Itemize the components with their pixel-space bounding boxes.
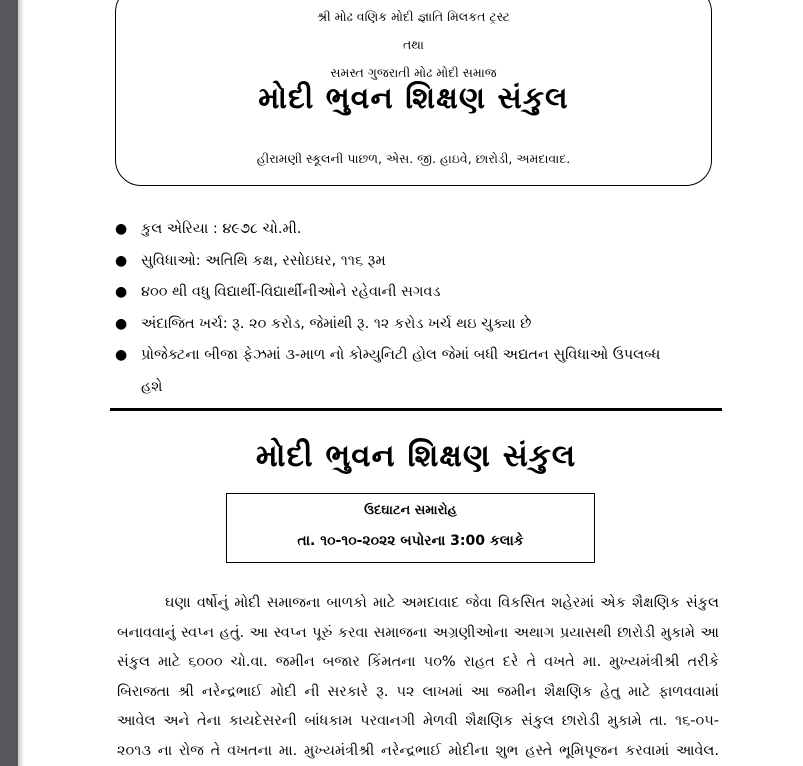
list-item-text: પ્રોજેક્ટના બીજા ફેઝમાં ૩-માળ નો કોમ્યુનિટી હોલ જેમાં બધી અદ્યતન સુવિધાઓ ઉપલબ્ધ <box>141 347 661 363</box>
bullet-icon: ● <box>115 221 128 237</box>
page-shadow <box>18 0 24 766</box>
list-item <box>113 277 723 309</box>
event-datetime: તા. ૧૦-૧૦-૨૦૨૨ બપોરના 3:00 કલાકે <box>297 533 524 549</box>
paragraph-line: સંકુલ માટે ૬૦૦૦ ચો.વા. જમીન બજાર કિંમતના ૫૦% રાહત દરે તે વખતે મા. મુખ્યમંત્રીશ્રી તરીકે <box>117 654 719 670</box>
feature-list <box>113 214 723 403</box>
paragraph-line: બિરાજતા શ્રી નરેન્દ્રભાઈ મોદી ની સરકારે રૂ. ૫૨ લાખમાં આ જમીન શૈક્ષણિક હેતુ માટે ફાળવવામાં <box>117 683 719 700</box>
list-item-text: સુવિધાઓ: અતિથિ કક્ષ, રસોઇઘર, ૧૧૬ રૂમ <box>141 252 386 269</box>
header-title: મોદી ભુવન શિક્ષણ સંકુલ <box>258 81 569 116</box>
list-item-text: હશે <box>141 378 163 395</box>
list-item <box>113 340 723 372</box>
section-divider <box>110 408 722 411</box>
body-paragraph <box>117 589 719 766</box>
conjunction-text: તથા <box>403 37 424 52</box>
paragraph-line: બનાવવાનું સ્વપ્ન હતું. આ સ્વપ્ન પૂરું કરવા સમાજના અગ્રણીઓના અથાગ પ્રયાસથી છારોડી મુકામે આ <box>117 624 719 641</box>
header-box <box>115 0 712 186</box>
paragraph-line: ઘણા વર્ષોનું મોદી સમાજના બાળકો માટે અમદાવાદ જેવા વિકસિત શહેરમાં એક શૈક્ષણિક સંકુલ <box>165 595 719 611</box>
address-line: હીરામણી સ્કૂલની પાછળ, એસ. જી. હાઇવે, છારોડી, અમદાવાદ. <box>256 151 571 166</box>
list-item-text: અંદાજિત ખર્ચ: રૂ. ૨૦ કરોડ, જેમાંથી રૂ. ૧૨ કરોડ ખર્ચ થઇ ચુક્યા છે <box>141 315 532 332</box>
trust-name: શ્રી મોઢ વણિક મોદી જ્ઞાતિ મિલકત ટ્રસ્ટ <box>316 9 511 24</box>
section-title: મોદી ભુવન શિક્ષણ સંકુલ <box>255 438 577 474</box>
paragraph-line: ૨૦૧૩ ના રોજ તે વખતના મા. મુખ્યમંત્રીશ્રી નરેન્દ્રભાઈ મોદીના શુભ હસ્તે ભૂમિપૂજન કરવામાં આવેલ. <box>117 742 719 759</box>
society-name: સમસ્ત ગુજરાતી મોઢ મોદી સમાજ <box>330 65 497 80</box>
list-item <box>113 246 723 278</box>
paragraph-line: આવેલ અને તેના કાયદેસરની બાંધકામ પરવાનગી મેળવી શૈક્ષણિક સંકુલ છારોડી મુકામે તા. ૧૬-૦૫- <box>117 713 719 729</box>
bullet-icon: ● <box>115 347 128 363</box>
list-item <box>113 309 723 341</box>
list-item <box>113 214 723 246</box>
list-item-continuation <box>113 372 723 404</box>
list-item-text: ૪૦૦ થી વધુ વિદ્યાર્થી-વિદ્યાર્થીનીઓને રહેવાની સગવડ <box>141 284 441 300</box>
bullet-icon: ● <box>115 284 128 300</box>
bullet-icon: ● <box>115 252 128 269</box>
list-item-text: કુલ એરિયા : ૪૯૭૮ ચો.મી. <box>141 221 302 237</box>
viewer-left-bar <box>0 0 18 766</box>
bullet-icon: ● <box>115 315 128 332</box>
event-title: ઉદઘાટન સમારોહ <box>364 503 457 518</box>
event-box <box>226 493 595 563</box>
